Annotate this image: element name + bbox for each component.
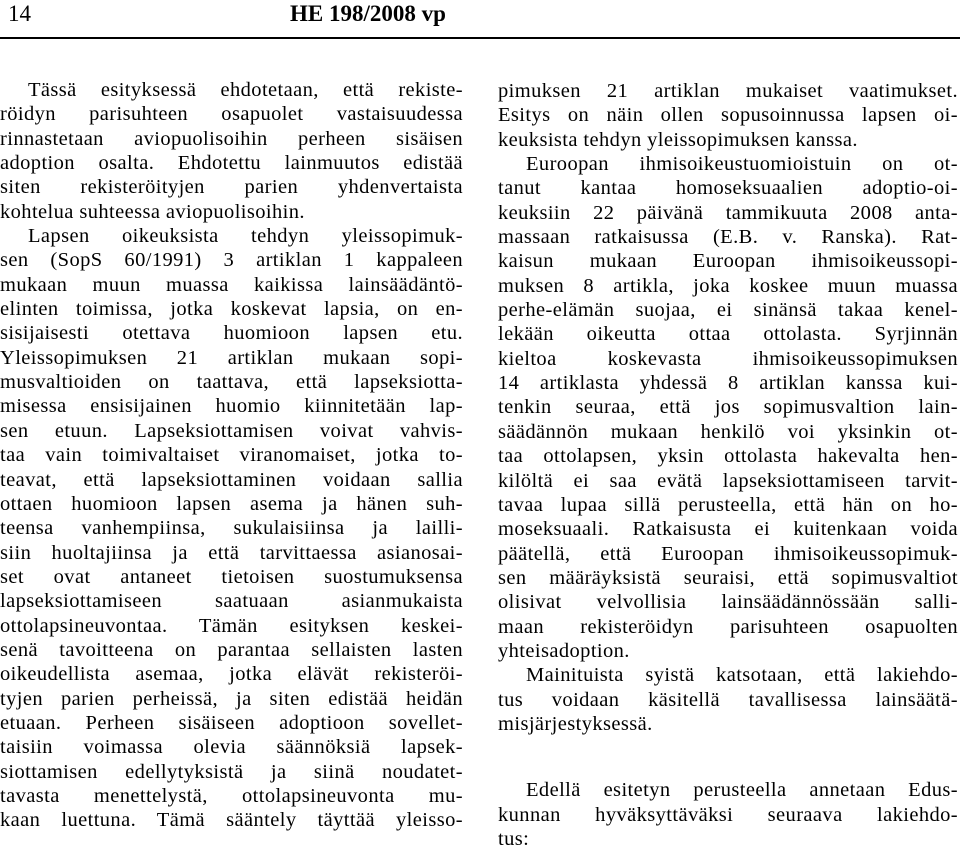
text-line: ottolapsineuvontaa. Tämän esityksen keskei-	[0, 614, 463, 637]
text-line: sen määräyksistä seuraisi, että sopimusvaltiot	[498, 566, 958, 589]
text-line: Edellä esitetyn perusteella annetaan Edus-	[526, 779, 958, 802]
text-line: oikeudellista asemaa, jotka elävät rekisteröi-	[0, 663, 463, 686]
text-line: sisijaisesti otettava huomioon lapsen etu.	[0, 322, 463, 345]
text-line: elinten toimissa, jotka koskevat lapsia, on en-	[0, 298, 463, 321]
document-title: HE 198/2008 vp	[290, 1, 446, 26]
text-line: lekään oikeutta ottaa ottolasta. Syrjinnän	[498, 323, 958, 346]
text-line: adoption osalta. Ehdotettu lainmuutos edistää	[0, 152, 463, 175]
left-text-column	[0, 78, 463, 833]
text-line: maan rekisteröidyn parisuhteen osapuolten	[498, 615, 958, 638]
text-line: tus:	[498, 827, 530, 850]
text-line: mukaan muun muassa kaikissa lainsäädäntö-	[0, 273, 463, 296]
text-line: Lapsen oikeuksista tehdyn yleissopimuk-	[28, 225, 463, 248]
text-line: set ovat antaneet tietoisen suostumuksensa	[0, 565, 463, 588]
text-line: päätellä, että Euroopan ihmisoikeussopimuk-	[498, 542, 958, 565]
text-line: misessa ensisijainen huomio kiinnitetään lap-	[0, 395, 463, 418]
text-line: yhteisadoption.	[498, 639, 630, 662]
page-number: 14	[8, 1, 31, 26]
text-line: senä tavoitteena on parantaa sellaisten lasten	[0, 638, 463, 661]
text-line: tenkin seuraa, että jos sopimusvaltion lain-	[498, 396, 958, 419]
text-line: sen (SopS 60/1991) 3 artiklan 1 kappaleen	[0, 249, 463, 272]
text-line: Euroopan ihmisoikeustuomioistuin on ot-	[526, 153, 958, 176]
text-line: etuaan. Perheen sisäiseen adoptioon sovellet-	[0, 711, 463, 734]
text-line: röidyn parisuhteen osapuolet vastaisuudessa	[0, 103, 463, 126]
header-rule	[0, 37, 960, 39]
text-line: taa ottolapsen, yksin ottolasta hakevalta hen-	[498, 445, 958, 468]
text-line: sen etuun. Lapseksiottamisen voivat vahvis-	[0, 419, 463, 442]
text-line: ottaen huomioon lapsen asema ja hänen suh-	[0, 492, 463, 515]
text-line: Yleissopimuksen 21 artiklan mukaan sopi-	[0, 346, 463, 369]
text-line: tus voidaan käsitellä tavallisessa lainsäätä-	[498, 688, 958, 711]
text-line: kunnan hyväksyttäväksi seuraava lakiehdo-	[498, 803, 958, 826]
text-line: siin huoltajiinsa ja että tarvittaessa asianosai-	[0, 541, 463, 564]
text-line: muksen 8 artikla, joka koskee muun muassa	[498, 274, 958, 297]
text-line: kohtelua suhteessa aviopuolisoihin.	[0, 200, 305, 223]
text-line: teensa vanhempiinsa, sukulaisiinsa ja lailli-	[0, 517, 463, 540]
text-line: musvaltioiden on taattava, että lapseksiotta-	[0, 371, 463, 394]
text-line: tavaa lupaa sillä perusteella, että hän on ho-	[498, 493, 958, 516]
text-line: Esitys on näin ollen sopusoinnussa lapsen oi-	[498, 104, 958, 127]
text-line: massaan ratkaisussa (E.B. v. Ranska). Rat-	[498, 226, 958, 249]
text-line: misjärjestyksessä.	[498, 712, 653, 735]
text-line: rinnastetaan aviopuolisoihin perheen sisäisen	[0, 127, 463, 150]
text-line: siten rekisteröityjen parien yhdenvertaista	[0, 176, 463, 199]
text-line: perhe-elämän suojaa, ei sinänsä takaa kenel-	[498, 299, 958, 322]
text-line: kieltoa koskevasta ihmisoikeussopimuksen	[498, 347, 958, 370]
text-line: taa vain toimivaltaiset viranomaiset, jotka to-	[0, 444, 463, 467]
text-line: Mainituista syistä katsotaan, että lakiehdo-	[526, 664, 958, 687]
text-line: kilöltä ei saa evätä lapseksiottamiseen tarvit-	[498, 469, 958, 492]
paragraph-gap	[498, 736, 958, 778]
text-line: kaan luettuna. Tämä sääntely täyttää yleisso-	[0, 809, 463, 832]
text-line: olisivat velvollisia lainsäädännössään salli-	[498, 591, 958, 614]
text-line: keuksista tehdyn yleissopimuksen kanssa.	[498, 128, 858, 151]
text-line: kaisun mukaan Euroopan ihmisoikeussopi-	[498, 250, 958, 273]
text-line: säädännön mukaan henkilö voi yksinkin ot-	[498, 420, 958, 443]
text-line: teavat, että lapseksiottaminen voidaan sallia	[0, 468, 463, 491]
text-line: pimuksen 21 artiklan mukaiset vaatimukset.	[498, 80, 958, 102]
text-line: siottamisen edellytyksistä ja siinä noudatet-	[0, 760, 463, 783]
text-line: 14 artiklasta yhdessä 8 artiklan kanssa kui-	[498, 372, 958, 395]
text-line: keuksiin 22 päivänä tammikuuta 2008 anta-	[498, 201, 958, 224]
text-line: tanut kantaa homoseksuaalien adoptio-oi-	[498, 177, 958, 200]
text-line: lapseksiottamiseen saatuaan asianmukaista	[0, 590, 463, 613]
text-line: tyjen parien perheissä, ja siten edistää heidän	[0, 687, 463, 710]
text-line: taisiin voimassa olevia säännöksiä lapsek-	[0, 736, 463, 759]
right-text-column	[498, 79, 958, 851]
text-line: Tässä esityksessä ehdotetaan, että rekiste-	[28, 79, 463, 101]
text-line: moseksuaali. Ratkaisusta ei kuitenkaan voida	[498, 518, 958, 541]
text-line: tavasta menettelystä, ottolapsineuvonta mu-	[0, 784, 463, 807]
